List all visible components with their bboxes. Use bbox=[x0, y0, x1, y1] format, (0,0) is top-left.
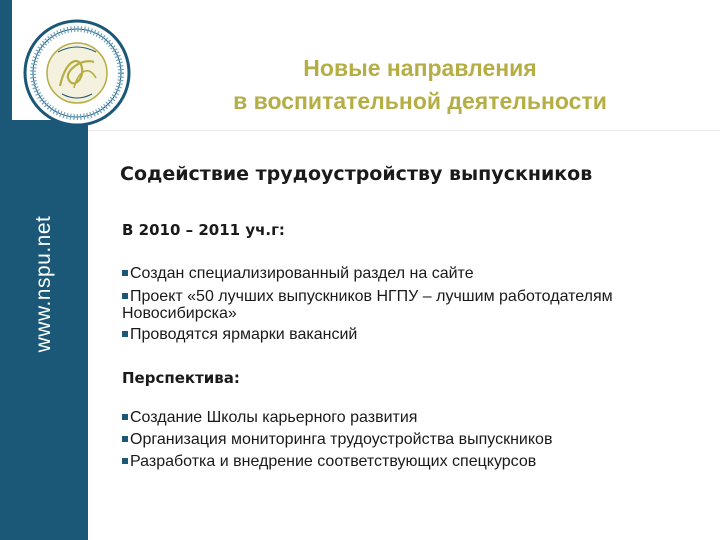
section-heading: Содействие трудоустройству выпускников bbox=[120, 163, 593, 185]
list-item bbox=[122, 407, 702, 429]
list-item bbox=[122, 451, 702, 473]
slide-title bbox=[160, 52, 680, 118]
period-label: В 2010 – 2011 уч.г: bbox=[122, 221, 285, 239]
square-bullet-icon bbox=[122, 436, 128, 442]
square-bullet-icon bbox=[122, 270, 128, 276]
list-item bbox=[122, 263, 702, 285]
prospects-list bbox=[122, 407, 702, 473]
title-line-1: Новые направления bbox=[303, 55, 537, 81]
square-bullet-icon bbox=[122, 293, 128, 299]
list-item-text: Проект «50 лучших выпускников НГПУ – лучшим работодателям Новосибирска» bbox=[122, 288, 613, 322]
list-item-text: Проводятся ярмарки вакансий bbox=[130, 326, 358, 343]
list-item-text: Организация мониторинга трудоустройства выпускников bbox=[130, 431, 553, 448]
list-item bbox=[122, 429, 702, 451]
list-item bbox=[122, 288, 702, 322]
list-item-text: Разработка и внедрение соответствующих спецкурсов bbox=[130, 453, 537, 470]
list-item-text: Создание Школы карьерного развития bbox=[130, 409, 418, 426]
square-bullet-icon bbox=[122, 414, 128, 420]
square-bullet-icon bbox=[122, 458, 128, 464]
list-item-text: Создан специализированный раздел на сайте bbox=[130, 265, 474, 282]
achievements-list bbox=[122, 263, 702, 346]
university-seal-logo bbox=[22, 18, 132, 128]
title-line-2: в воспитательной деятельности bbox=[233, 88, 607, 114]
header-separator bbox=[88, 130, 720, 131]
site-url-vertical: www.nspu.net bbox=[32, 215, 55, 353]
square-bullet-icon bbox=[122, 331, 128, 337]
prospects-label: Перспектива: bbox=[122, 369, 240, 387]
list-item bbox=[122, 324, 702, 346]
